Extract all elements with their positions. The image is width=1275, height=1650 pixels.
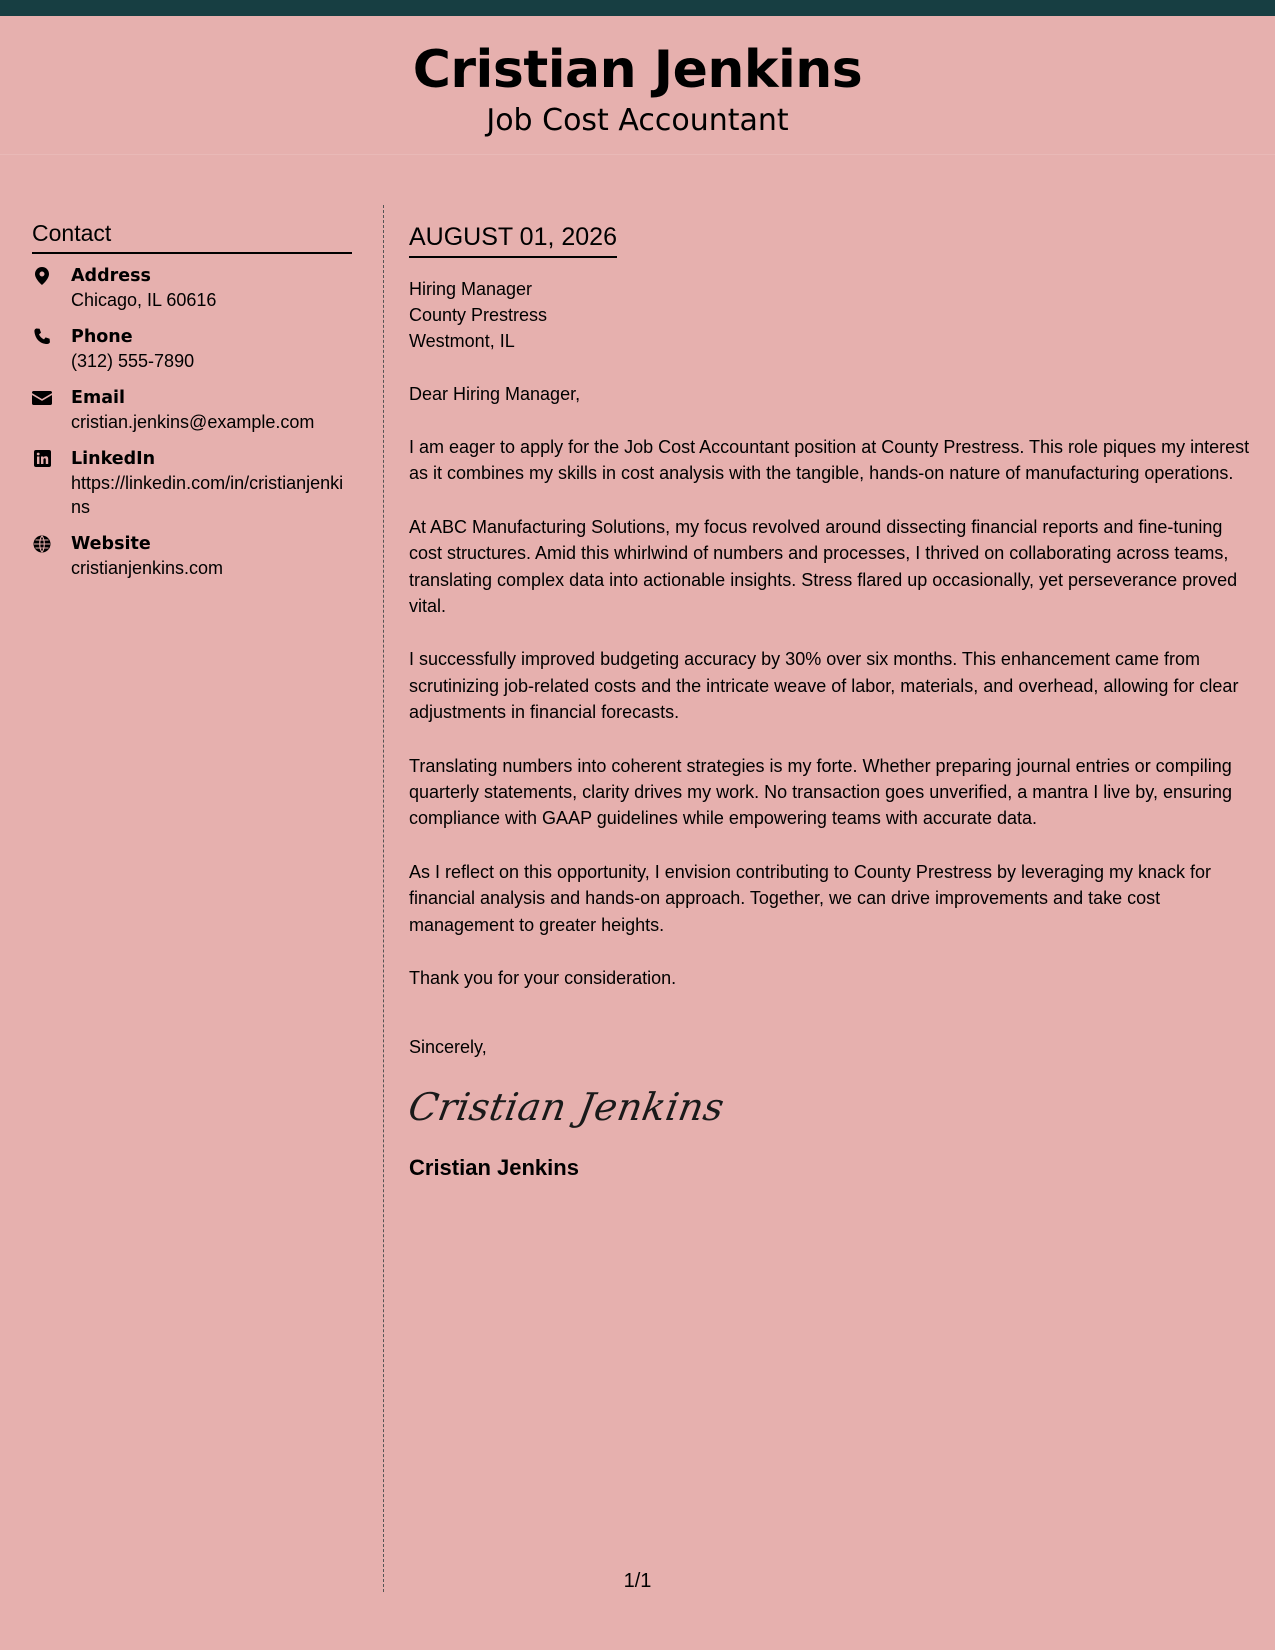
contact-item-phone <box>32 325 352 373</box>
contact-value: Chicago, IL 60616 <box>71 289 217 310</box>
contact-value: (312) 555-7890 <box>71 350 195 371</box>
letter-paragraph: At ABC Manufacturing Solutions, my focus revolved around dissecting financial reports and fine-tuning cost structures. Amid this whirlwind of numbers and processes, I thrived on collaborating across teams, translating complex data into actionable insights. Stress flared up occasionally, yet perseverance proved vital. <box>409 516 1238 617</box>
contact-heading: Contact <box>32 220 352 254</box>
globe-icon <box>32 534 52 554</box>
map-pin-icon <box>32 266 52 286</box>
closing-line: Sincerely, <box>409 1037 487 1058</box>
candidate-name: Cristian Jenkins <box>412 40 863 100</box>
contact-item-website <box>32 532 352 580</box>
contact-label: Website <box>71 533 151 554</box>
salutation: Dear Hiring Manager, <box>409 384 581 404</box>
recipient-line: Westmont, IL <box>409 331 515 351</box>
linkedin-icon <box>32 449 52 469</box>
phone-icon <box>32 327 52 347</box>
column-divider <box>383 205 384 1592</box>
thanks-line: Thank you for your consideration. <box>409 968 677 989</box>
handwritten-signature <box>405 1080 1251 1134</box>
page-header <box>0 16 1275 155</box>
contact-label: Email <box>71 387 125 408</box>
page-number: 1/1 <box>623 1570 652 1592</box>
envelope-icon <box>32 388 52 408</box>
contact-value[interactable]: https://linkedin.com/in/cristianjenkins <box>71 472 344 517</box>
contact-label: LinkedIn <box>71 448 156 469</box>
letter-body <box>405 222 1251 1182</box>
signature-text: Cristian Jenkins <box>405 1085 728 1130</box>
recipient-line: County Prestress <box>409 305 548 325</box>
contact-item-email <box>32 386 352 434</box>
contact-item-address <box>32 264 352 312</box>
letter-paragraph: I am eager to apply for the Job Cost Accountant position at County Prestress. This role piques my interest as it combines my skills in cost analysis with the tangible, hands-on nature of manufacturing operations. <box>409 437 1250 484</box>
contact-sidebar <box>32 220 352 593</box>
signer-name: Cristian Jenkins <box>409 1155 579 1181</box>
contact-label: Address <box>71 265 151 286</box>
contact-item-linkedin <box>32 447 352 519</box>
contact-label: Phone <box>71 326 133 347</box>
top-accent-bar <box>0 0 1275 16</box>
letter-paragraph: As I reflect on this opportunity, I envision contributing to County Prestress by leveraging my knack for financial analysis and hands-on approach. Together, we can drive improvements and take cost management to greater heights. <box>409 861 1212 935</box>
recipient-line: Hiring Manager <box>409 279 533 299</box>
letter-paragraph: Translating numbers into coherent strategies is my forte. Whether preparing journal entries or compiling quarterly statements, clarity drives my work. No transaction goes unverified, a mantra I live by, ensuring compliance with GAAP guidelines while empowering teams with accurate data. <box>409 755 1233 829</box>
recipient-block <box>409 276 1251 354</box>
letter-paragraph: I successfully improved budgeting accuracy by 30% over six months. This enhancement came from scrutinizing job-related costs and the intricate weave of labor, materials, and overhead, allowing for clear adjustments in financial forecasts. <box>409 649 1239 723</box>
letter-date: AUGUST 01, 2026 <box>409 222 617 258</box>
contact-value[interactable]: cristianjenkins.com <box>71 557 224 578</box>
contact-value: cristian.jenkins@example.com <box>71 411 315 432</box>
job-title: Job Cost Accountant <box>486 103 789 138</box>
